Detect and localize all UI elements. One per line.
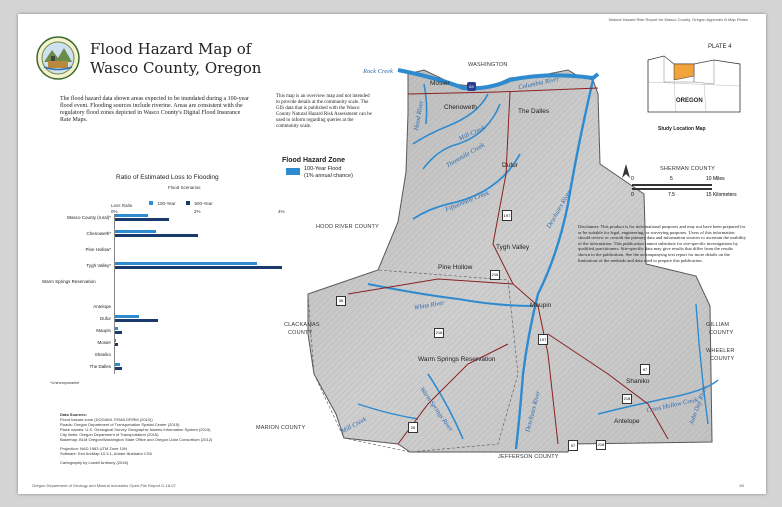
county-label-washington: WASHINGTON (468, 62, 508, 68)
bar-100-year (114, 230, 156, 233)
river-label-white: White River (413, 299, 446, 312)
county-label-hood-river: HOOD RIVER COUNTY (316, 224, 379, 230)
chart-row-label: Mosier (97, 340, 111, 345)
chart-row-label: The Dalles (89, 364, 111, 369)
chart-row-label: Maupin (96, 328, 111, 333)
intro-paragraph: The flood hazard data shown areas expected to be inundated during a 100-year flood event. Flooding sources include riverine. Areas are consistent with the regulatory flood zones depicted in Wasco County's Digital Flood Insurance Rate Maps. (60, 96, 249, 123)
chart-legend-title: Flood Scenarios (168, 185, 201, 190)
place-tygh-valley: Tygh Valley (496, 244, 530, 251)
chart-row-label: Dufur (99, 316, 111, 321)
source-line: Place names: U.S. Geological Survey Geographic Names Information System (2015) (60, 427, 211, 432)
map-title-line2: Wasco County, Oregon (90, 59, 262, 77)
disclaimer: Disclaimer: This product is for informational purposes and may not have been prepared for or be suitable for legal, engineering, or surveying purposes. Users of this information should review or consult the primary data and information sources to ascertain the usability of the information. This publication cannot substitute for site-specific investigations by qualified practitioners. Site-specific data may give results that differ from the results shown in the publication. See the accompanying text report for more details on the limitations of the methods and data used to prepare this publication. (578, 224, 747, 263)
place-chenoweth: Chenoweth (444, 104, 477, 111)
bar-500-year (114, 343, 118, 346)
highway-197-shield-2: 197 (538, 334, 548, 345)
place-the-dalles: The Dalles (518, 108, 550, 115)
overview-note: This map is an overview map and not intended to provide details at the community scale. The GIS data that is published with the Wasco County Natural Hazard Risk Assessment can be used to inform regarding queries at the community scale. (276, 94, 372, 129)
highway-35-shield: 35 (336, 296, 346, 306)
legend-item-label: 100-Year Flood (304, 166, 342, 172)
source-line: Basemap: BLM Oregon/Washington State Office and Oregon Lidar Consortium (2012) (60, 437, 213, 442)
tick-0: 0% (111, 209, 118, 214)
county-label-jefferson: JEFFERSON COUNTY (498, 454, 559, 460)
bar-100-year (114, 327, 118, 330)
county-label-clackamas: CLACKAMAS (284, 322, 320, 328)
legend-label-500: 500-Year (194, 201, 213, 206)
projection-line: Projection: NAD 1983 UTM Zone 10N (60, 446, 127, 451)
bar-500-year (114, 234, 198, 237)
river-label-deschutes-n: Deschutes River (545, 189, 573, 230)
interstate-84-shield: 84 (467, 82, 476, 91)
highway-97-shield-2: 97 (568, 440, 578, 451)
tick-4: 4% (278, 209, 285, 214)
chart-row-label: Chenoweth* (86, 231, 111, 236)
bar-100-year (114, 315, 139, 318)
legend-label-100: 100-Year (157, 201, 176, 206)
page-number: 60 (739, 483, 744, 488)
software-line: Software: Esri ArcMap 10.3.1, Adobe Illustrator CS6 (60, 451, 152, 456)
highway-218-shield: 218 (622, 394, 632, 404)
place-shaniko: Shaniko (626, 378, 650, 385)
county-label-marion: MARION COUNTY (256, 425, 306, 431)
source-line: City limits: Oregon Department of Transportation (2015) (60, 432, 159, 437)
locator-state-label: OREGON (676, 98, 703, 104)
place-dufur: Dufur (502, 162, 518, 169)
legend-swatch-flood (286, 168, 300, 175)
highway-218-shield-2: 218 (596, 440, 606, 450)
north-arrow-icon (622, 164, 630, 178)
report-header: Natural Hazard Risk Report for Wasco County, Oregon Appendix B Map Plates (608, 17, 748, 22)
scale-miles-0: 0 (631, 176, 634, 182)
locator-map (644, 52, 744, 132)
highway-97-shield: 97 (640, 364, 650, 375)
river-label-mill-creek: Mill Creek (457, 124, 486, 143)
chart-axis-line (114, 214, 115, 374)
sources-heading: Data Sources: (60, 412, 87, 417)
scale-km-0: 0 (631, 192, 634, 198)
legend-title: Flood Hazard Zone (282, 157, 345, 164)
chart-row-label: Warm Springs Reservation (42, 279, 96, 284)
bar-100-year (114, 214, 148, 217)
tick-2: 2% (194, 209, 201, 214)
place-pine-hollow: Pine Hollow (438, 264, 473, 271)
county-label-wheeler: WHEELER (706, 348, 735, 354)
place-warm-springs: Warm Springs Reservation (418, 356, 496, 363)
river-label-hood: Hood River (413, 100, 426, 131)
chart-row-label: Shaniko (94, 352, 111, 357)
bar-100-year (114, 262, 257, 265)
footer-citation: Oregon Department of Geology and Mineral Industries Open-File Report O-18-07 (32, 483, 176, 488)
county-label-sherman: SHERMAN COUNTY (660, 166, 716, 172)
chart-row-label: Pine Hollow* (85, 247, 111, 252)
scale-km-15: 15 Kilometers (706, 192, 737, 198)
legend-item-sub: (1% annual chance) (304, 173, 353, 179)
scale-km-7-5: 7.5 (668, 192, 675, 198)
bar-500-year (114, 367, 122, 370)
plate-number: PLATE 4 (708, 44, 732, 50)
county-label-gilliam-2: COUNTY (709, 330, 734, 336)
bar-500-year (114, 319, 158, 322)
chart-title: Ratio of Estimated Loss to Flooding (116, 174, 219, 181)
bar-100-year (114, 363, 120, 366)
place-maupin: Maupin (530, 302, 552, 309)
highway-197-shield: 197 (502, 210, 512, 221)
map-plate-page (18, 14, 766, 494)
chart-row-label: Antelope (93, 304, 111, 309)
highway-216-shield: 216 (490, 270, 500, 280)
scale-miles-5: 5 (670, 176, 673, 182)
data-sources (60, 412, 280, 465)
river-label-rock-creek: Rock Creek (363, 68, 393, 75)
river-label-mill-creek-s: Mill Creek (339, 415, 368, 436)
highway-216-shield-2: 216 (434, 328, 444, 338)
bar-500-year (114, 331, 122, 334)
county-label-gilliam: GILLIAM (706, 322, 730, 328)
county-label-clackamas-2: COUNTY (288, 330, 313, 336)
bar-500-year (114, 218, 169, 221)
river-label-deschutes-s: Deschutes River (524, 390, 543, 433)
highway-26-shield: 26 (408, 422, 418, 433)
locator-caption: Study Location Map (658, 126, 706, 132)
river-label-cross-hollow: Cross Hollow Creek (645, 396, 699, 415)
chart-row-label: Tygh Valley* (86, 263, 111, 268)
map-legend (282, 157, 353, 182)
dogami-seal-logo (36, 36, 80, 80)
river-label-john-day: John Day River (688, 385, 709, 426)
place-antelope: Antelope (614, 418, 640, 425)
chart-footnote: *Unincorporated (50, 380, 79, 385)
river-label-threemile: Threemile Creek (445, 141, 486, 170)
chart-row-label: Wasco County (rural)* (66, 215, 111, 220)
river-label-warm-springs: Warm Springs River (418, 385, 455, 434)
river-label-columbia: Columbia River (517, 75, 560, 92)
loss-ratio-chart (36, 174, 285, 385)
source-line: Flood hazard zone (DOGAMI, FEMA DFIRM (2010)) (60, 417, 153, 422)
cartography-credit: Cartography by Lowell Anthony (2018) (60, 460, 129, 465)
river-label-fifteenmile: Fifteenmile Creek (444, 189, 491, 214)
place-mosier: Mosier (430, 80, 450, 87)
source-line: Roads: Oregon Department of Transportation Spatial Center (2015) (60, 422, 180, 427)
map-title-line1: Flood Hazard Map of (90, 40, 252, 58)
chart-axis-label: Loss Ratio (111, 203, 133, 208)
county-label-wheeler-2: COUNTY (710, 356, 735, 362)
scale-miles-10: 10 Miles (706, 176, 725, 182)
